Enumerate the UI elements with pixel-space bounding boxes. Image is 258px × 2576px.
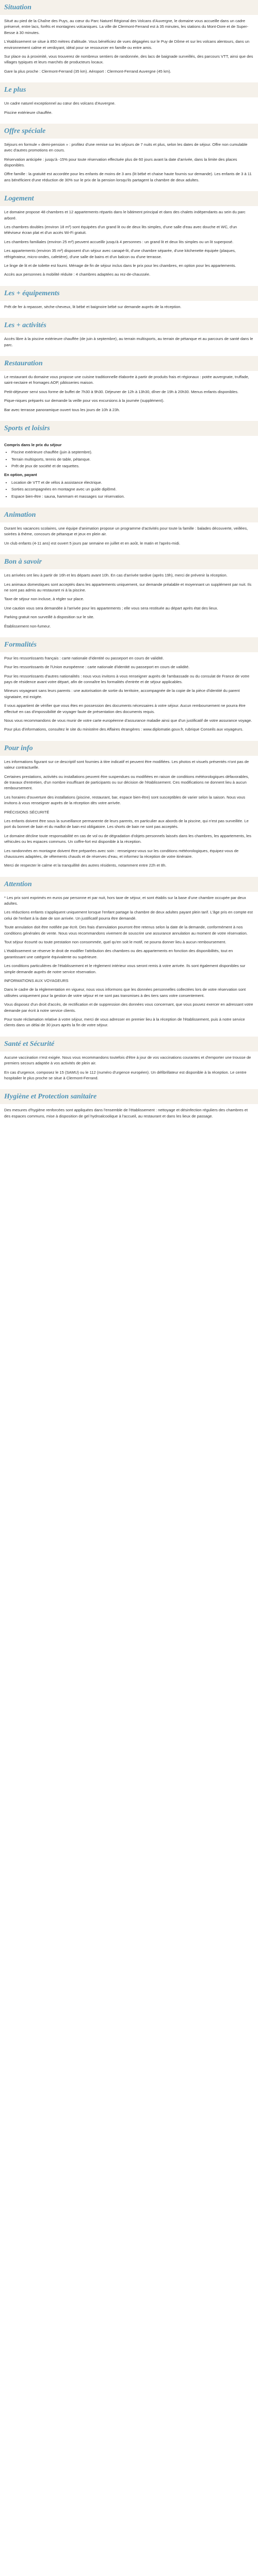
section-body (0, 139, 258, 190)
section-title: Le plus (0, 82, 258, 97)
paragraph: Parking gratuit non surveillé à disposition sur le site. (4, 615, 94, 620)
section-hygiene-protection (0, 1089, 258, 1126)
paragraph: Accès aux personnes à mobilité réduite : 4 chambres adaptées au rez-de-chaussée. (4, 272, 151, 277)
section-le-plus (0, 82, 258, 123)
section-body (0, 756, 258, 876)
section-title: Les + équipements (0, 286, 258, 301)
section-bon-a-savoir (0, 554, 258, 636)
paragraph: Pour les ressortissants d'autres nationalités : nous vous invitons à vous renseigner auprès de l'ambassade ou du consulat de France de votre pays de résidence avant votre départ, afin de connaître les formalités d'entrée et de séjour applicables. (4, 673, 250, 685)
paragraph: Pour les ressortissants français : carte nationale d'identité ou passeport en cours de validité. (4, 655, 164, 660)
section-attention (0, 877, 258, 1036)
paragraph: INFORMATIONS AUX VOYAGEURS (4, 978, 69, 983)
section-body (0, 15, 258, 81)
paragraph: L'établissement se situe à 850 mètres d'altitude. Vous bénéficiez de vues dégagées sur le Puy de Dôme et sur les volcans alentours, dans un environnement calme et verdoyant, idéal pour se ressourcer en famille ou entre amis. (4, 39, 250, 50)
paragraph: Prêt de fer à repasser, sèche-cheveux, lit bébé et baignoire bébé sur demande auprès de la réception. (4, 304, 182, 309)
section-restauration (0, 356, 258, 420)
paragraph: Merci de respecter le calme et la tranquillité des autres résidents, notamment entre 22h et 8h. (4, 863, 167, 868)
paragraph: Les enfants doivent être sous la surveillance permanente de leurs parents, en particulier aux abords de la piscine, qui n'est pas surveillée. Le port du bonnet de bain et du maillot de bain est obligatoire. Les shorts de bain ne sont pas acceptés. (4, 818, 249, 829)
paragraph: Les conditions particulières de l'établissement et le règlement intérieur vous seront remis à votre arrivée. Ils sont également disponibles sur simple demande auprès de notre service réservation. (4, 963, 246, 974)
paragraph: Les chambres familiales (environ 25 m²) peuvent accueillir jusqu'à 4 personnes : un grand lit et deux lits simples ou un lit superposé. (4, 239, 234, 244)
paragraph: Bar avec terrasse panoramique ouvert tous les jours de 10h à 23h. (4, 407, 120, 412)
section-body (0, 206, 258, 285)
paragraph: Tout séjour écourté ou toute prestation non consommée, quel qu'en soit le motif, ne pourra donner lieu à aucun remboursement. (4, 940, 227, 945)
list-item: • Prêt de jeux de société et de raquettes. (11, 463, 254, 469)
section-animation (0, 507, 258, 553)
section-title: Logement (0, 191, 258, 206)
paragraph: Des mesures d'hygiène renforcées sont appliquées dans l'ensemble de l'établissement : nettoyage et désinfection réguliers des chambres et des espaces communs, mise à disposition de gel hydroalcoolique à l'accueil, au restaurant et dans les lieux de passage. (4, 1108, 248, 1118)
section-title: Sports et loisirs (0, 421, 258, 436)
paragraph: En cas d'urgence, composez le 15 (SAMU) ou le 112 (numéro d'urgence européen). Un défibrillateur est disponible à la réception. Le centre hospitalier le plus proche se situe à Clermont-Ferrand. (4, 1070, 247, 1080)
paragraph: Il vous appartient de vérifier que vous êtes en possession des documents nécessaires à votre séjour. Aucun remboursement ne pourra être effectué en cas d'impossibilité de voyager faute de présentation des documents requis. (4, 703, 246, 714)
paragraph: Le domaine décline toute responsabilité en cas de vol ou de dégradation d'objets personnels laissés dans les chambres, les appartements, les véhicules ou les espaces communs. Un coffre-fort est disponible à la réception. (4, 833, 251, 844)
paragraph: Piscine extérieure chauffée. (4, 110, 53, 115)
section-sports-loisirs (0, 421, 258, 506)
section-title: Santé et Sécurité (0, 1037, 258, 1052)
list-item: • Espace bien-être : sauna, hammam et massages sur réservation. (11, 494, 254, 499)
paragraph: Établissement non-fumeur. (4, 623, 51, 629)
paragraph: Situé au pied de la Chaîne des Puys, au cœur du Parc Naturel Régional des Volcans d'Auvergne, le domaine vous accueille dans un cadre préservé, entre lacs, forêts et montagnes volcaniques. La ville de Clermont-Ferrand est à 35 minutes, les stations du Mont-Dore et de Super-Besse à 30 minutes. (4, 19, 249, 35)
list-item: • Terrain multisports, tennis de table, pétanque. (11, 456, 254, 462)
paragraph: Gare la plus proche : Clermont-Ferrand (35 km). Aéroport : Clermont-Ferrand Auvergne (45 km). (4, 69, 171, 74)
section-title: Pour info (0, 741, 258, 756)
paragraph: Offre famille : la gratuité est accordée pour les enfants de moins de 3 ans (lit bébé et chaise haute fournis sur demande). Les enfants de 3 à 11 ans bénéficient d'une réduction de 30% sur le prix de la pension lorsqu'ils partagent la chambre de deux adultes. (4, 172, 252, 182)
section-title: Attention (0, 877, 258, 892)
paragraph: * Les prix sont exprimés en euros par personne et par nuit, hors taxe de séjour, et sont établis sur la base d'une chambre occupée par deux adultes. (4, 895, 246, 906)
section-pour-info (0, 741, 258, 876)
section-body (0, 892, 258, 1036)
section-les-equipements (0, 286, 258, 317)
section-title: Offre spéciale (0, 124, 258, 139)
paragraph: Les arrivées ont lieu à partir de 16h et les départs avant 10h. En cas d'arrivée tardive (après 19h), merci de prévenir la réception. (4, 573, 228, 578)
paragraph: Sur place ou à proximité, vous trouverez de nombreux sentiers de randonnée, des lacs de baignade surveillés, des parcours VTT, ainsi que des villages typiques et leurs marchés de producteurs locaux. (4, 54, 253, 65)
section-body (0, 1052, 258, 1089)
list-item: • Sorties accompagnées en montagne avec un guide diplômé. (11, 486, 254, 492)
paragraph: Aucune vaccination n'est exigée. Nous vous recommandons toutefois d'être à jour de vos vaccinations courantes et d'emporter une trousse de premiers secours adaptée à vos activités de plein air. (4, 1055, 251, 1066)
paragraph: Un cadre naturel exceptionnel au cœur des volcans d'Auvergne. (4, 101, 116, 106)
paragraph: Les animaux domestiques sont acceptés dans les appartements uniquement, sur demande préalable et moyennant un supplément par nuit. Ils ne sont pas admis au restaurant ni à la piscine. (4, 582, 252, 592)
section-body (0, 333, 258, 355)
paragraph: Nous vous recommandons de vous munir de votre carte européenne d'assurance maladie ainsi que d'un justificatif de votre assurance voyage. (4, 718, 252, 723)
section-les-activites (0, 318, 258, 355)
section-sante-securite (0, 1037, 258, 1089)
paragraph: Les randonnées en montagne doivent être préparées avec soin : renseignez-vous sur les conditions météorologiques, équipez-vous de chaussures adaptées, de vêtements chauds et de réserves d'eau, et informez la réception de votre itinéraire. (4, 848, 239, 859)
section-body (0, 522, 258, 553)
paragraph: Certaines prestations, activités ou installations peuvent être suspendues ou modifiées en raison de conditions météorologiques défavorables, de travaux d'entretien, d'un nombre insuffisant de participants ou sur décision de l'établissement. Ces modifications ne donnent lieu à aucun remboursement. (4, 774, 249, 791)
paragraph: Pour plus d'informations, consultez le site du ministère des Affaires étrangères : www.diplomatie.gouv.fr, rubrique Conseils aux voyageurs. (4, 727, 244, 732)
section-title: Animation (0, 507, 258, 522)
paragraph: Pour toute réclamation relative à votre séjour, merci de vous adresser en premier lieu à la réception de l'établissement, puis à notre service clients dans un délai de 30 jours après la fin de votre séjour. (4, 1016, 245, 1028)
section-body (0, 652, 258, 740)
paragraph: PRÉCISIONS SÉCURITÉ (4, 809, 50, 815)
paragraph: Petit-déjeuner servi sous forme de buffet de 7h30 à 9h30. Déjeuner de 12h à 13h30, dîner de 19h à 20h30. Menus enfants disponibles. (4, 389, 239, 394)
paragraph: Durant les vacances scolaires, une équipe d'animation propose un programme d'activités pour toute la famille : balades découverte, veillées, soirées à thème, concours de pétanque et jeux en plein air. (4, 526, 248, 537)
paragraph: Les chambres doubles (environ 18 m²) sont équipées d'un grand lit ou de deux lits simples, d'une salle d'eau avec douche et WC, d'un téléviseur écran plat et d'un accès Wi-Fi gratuit. (4, 225, 237, 235)
section-title: Formalités (0, 637, 258, 652)
paragraph: Réservation anticipée : jusqu'à -15% pour toute réservation effectuée plus de 60 jours avant la date d'arrivée, dans la limite des places disponibles. (4, 157, 237, 168)
paragraph: Une caution vous sera demandée à l'arrivée pour les appartements ; elle vous sera restituée au départ après état des lieux. (4, 605, 218, 611)
section-title: Hygiène et Protection sanitaire (0, 1089, 258, 1104)
paragraph: Les informations figurant sur ce descriptif sont fournies à titre indicatif et peuvent être modifiées. Les photos et visuels présentés n'ont pas de valeur contractuelle. (4, 759, 249, 770)
section-offre-speciale (0, 124, 258, 190)
section-body (0, 1104, 258, 1126)
paragraph: Taxe de séjour non incluse, à régler sur place. (4, 597, 84, 602)
paragraph: Toute annulation doit être notifiée par écrit. Des frais d'annulation pourront être retenus selon la date de la demande, conformément à nos conditions générales de vente. Nous vous recommandons vivement de souscrire une assurance annulation au moment de votre réservation. (4, 925, 248, 936)
paragraph: Mineurs voyageant sans leurs parents : une autorisation de sortie du territoire, accompagnée de la copie de la pièce d'identité du parent signataire, est exigée. (4, 688, 240, 699)
paragraph: Dans le cadre de la réglementation en vigueur, nous vous informons que les données personnelles collectées lors de votre réservation sont utilisées uniquement pour la gestion de votre séjour et ne sont pas transmises à des tiers sans votre consentement. (4, 987, 246, 998)
paragraph: Les appartements (environ 35 m²) disposent d'un séjour avec canapé-lit, d'une chambre séparée, d'une kitchenette équipée (plaques, réfrigérateur, micro-ondes, cafetière), d'une salle de bains et d'un balcon ou d'une terrasse. (4, 248, 236, 259)
section-formalites (0, 637, 258, 740)
section-title: Situation (0, 0, 258, 15)
product-description-page (0, 0, 258, 1127)
section-body (0, 436, 258, 506)
section-logement (0, 191, 258, 285)
section-title: Restauration (0, 356, 258, 371)
section-title: Bon à savoir (0, 554, 258, 569)
paragraph: Les réductions enfants s'appliquent uniquement lorsque l'enfant partage la chambre de deux adultes payant plein tarif. L'âge pris en compte est celui de l'enfant à la date de son arrivée. Un justificatif pourra être demandé. (4, 910, 253, 921)
paragraph: Les horaires d'ouverture des installations (piscine, restaurant, bar, espace bien-être) sont susceptibles de varier selon la saison. Nous vous invitons à vous renseigner auprès de la réception dès votre arrivée. (4, 794, 246, 806)
section-body (0, 301, 258, 317)
section-body (0, 371, 258, 420)
section-body (0, 569, 258, 636)
paragraph: Pique-niques préparés sur demande la veille pour vos excursions à la journée (supplément). (4, 398, 165, 403)
paragraph: Accès libre à la piscine extérieure chauffée (de juin à septembre), au terrain multisports, au terrain de pétanque et au parcours de santé dans le parc. (4, 336, 253, 347)
paragraph: Un club enfants (4-11 ans) est ouvert 5 jours par semaine en juillet et en août, le matin et l'après-midi. (4, 540, 181, 546)
paragraph: Le linge de lit et de toilette est fourni. Ménage de fin de séjour inclus dans le prix pour les chambres, en option pour les appartements. (4, 263, 236, 268)
paragraph: Le restaurant du domaine vous propose une cuisine traditionnelle élaborée à partir de produits frais et régionaux : potée auvergnate, truffade, saint-nectaire et fromages AOP, pâtisseries maison. (4, 374, 249, 385)
list-item: • Location de VTT et de vélos à assistance électrique. (11, 480, 254, 485)
section-title: Les + activités (0, 318, 258, 333)
paragraph: Pour les ressortissants de l'Union européenne : carte nationale d'identité ou passeport en cours de validité. (4, 665, 190, 670)
section-body (0, 97, 258, 123)
list-item: • Piscine extérieure chauffée (juin à septembre). (11, 449, 254, 455)
bullet-list (4, 449, 254, 469)
paragraph: Séjours en formule « demi-pension » : profitez d'une remise sur les séjours de 7 nuits et plus, selon les dates de séjour. Offre non cumulable avec d'autres promotions en cours. (4, 142, 248, 153)
subsection-heading: Compris dans le prix du séjour (4, 442, 62, 447)
paragraph: Le domaine propose 48 chambres et 12 appartements répartis dans le bâtiment principal et dans des chalets indépendants au sein du parc arboré. (4, 210, 246, 221)
subsection-heading: En option, payant (4, 472, 37, 478)
paragraph: L'établissement se réserve le droit de modifier l'attribution des chambres ou des appartements en fonction des disponibilités, tout en garantissant une catégorie équivalente ou supérieure. (4, 948, 233, 959)
paragraph: Vous disposez d'un droit d'accès, de rectification et de suppression des données vous concernant, que vous pouvez exercer en adressant votre demande par écrit à notre service clients. (4, 1002, 253, 1013)
bullet-list (4, 480, 254, 499)
section-situation (0, 0, 258, 81)
